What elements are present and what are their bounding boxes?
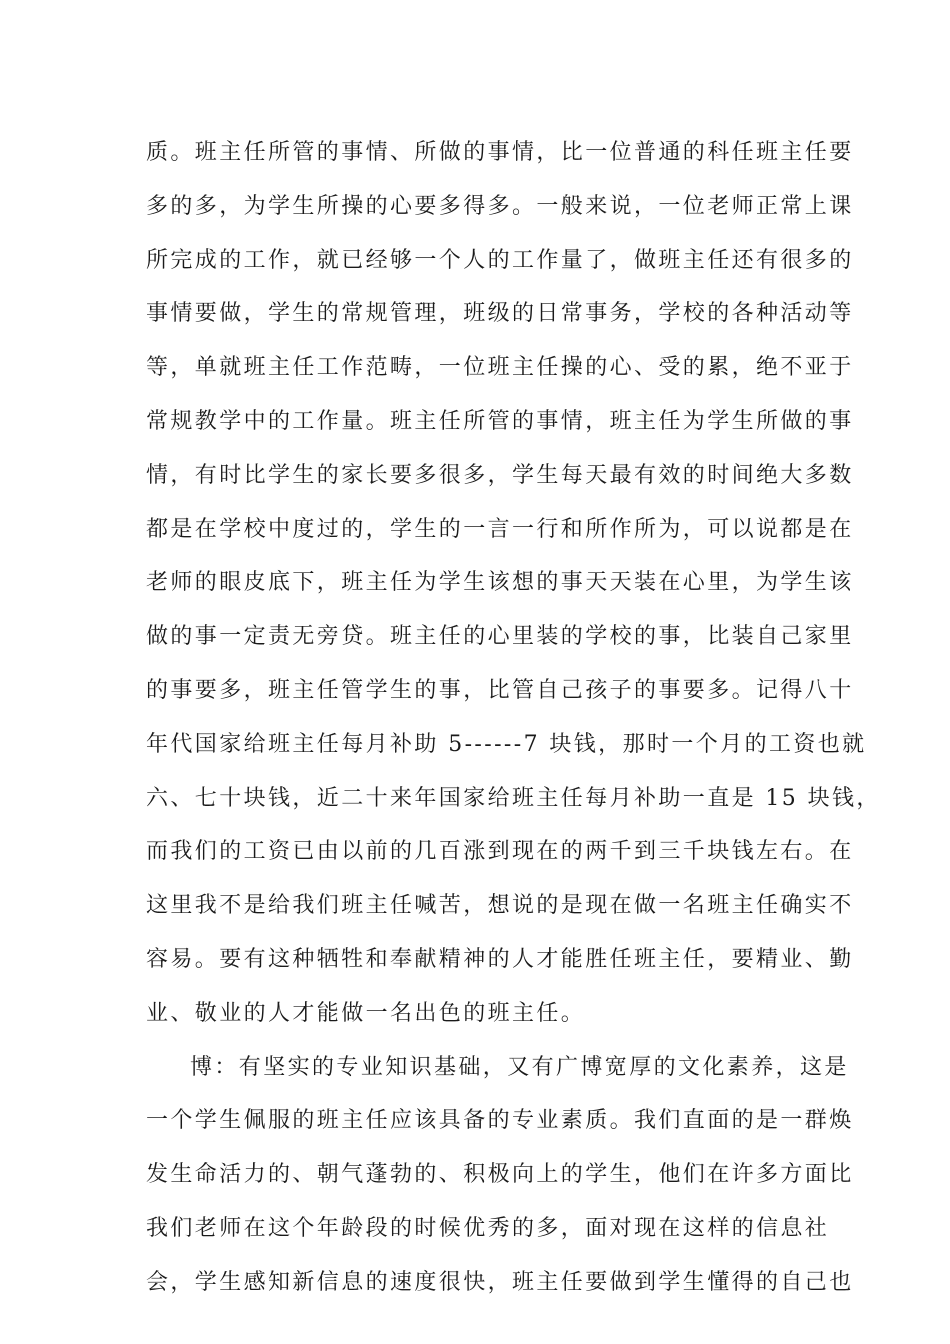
text-line: 常规教学中的工作量。班主任所管的事情，班主任为学生所做的事 [146,408,854,434]
text-line: 发生命活力的、朝气蓬勃的、积极向上的学生，他们在许多方面比 [146,1162,854,1188]
text-line: 质。班主任所管的事情、所做的事情，比一位普通的科任班主任要 [146,140,854,165]
body-text [146,131,881,1315]
text-line: 而我们的工资已由以前的几百涨到现在的两千到三千块钱左右。在 [146,839,854,865]
text-line: 一个学生佩服的班主任应该具备的专业素质。我们直面的是一群焕 [146,1108,854,1134]
text-line: 都是在学校中度过的，学生的一言一行和所作所为，可以说都是在 [146,516,854,542]
text-line: 做的事一定责无旁贷。班主任的心里装的学校的事，比装自己家里 [146,624,854,650]
text-line: 所完成的工作，就已经够一个人的工作量了，做班主任还有很多的 [146,247,854,273]
text-line: 情，有时比学生的家长要多很多，学生每天最有效的时间绝大多数 [146,462,854,488]
text-line: 六、七十块钱，近二十来年国家给班主任每月补助一直是 15 块钱， [146,785,881,811]
paragraph-start-line: 博：有坚实的专业知识基础，又有广博宽厚的文化素养，这是 [190,1054,849,1080]
text-line: 老师的眼皮底下，班主任为学生该想的事天天装在心里，为学生该 [146,570,854,596]
text-line: 会，学生感知新信息的速度很快，班主任要做到学生懂得的自己也 [146,1269,854,1295]
paragraph-end-line: 业、敬业的人才能做一名出色的班主任。 [146,1000,586,1026]
text-line: 年代国家给班主任每月补助 5------7 块钱，那时一个月的工资也就 [146,731,867,757]
text-line: 多的多，为学生所操的心要多得多。一般来说，一位老师正常上课 [146,193,854,219]
text-line: 事情要做，学生的常规管理，班级的日常事务，学校的各种活动等 [146,301,854,327]
text-line: 这里我不是给我们班主任喊苦，想说的是现在做一名班主任确实不 [146,893,854,919]
text-line: 等，单就班主任工作范畴，一位班主任操的心、受的累，绝不亚于 [146,355,854,381]
text-line: 的事要多，班主任管学生的事，比管自己孩子的事要多。记得八十 [146,677,854,703]
text-line: 我们老师在这个年龄段的时候优秀的多，面对现在这样的信息社 [146,1215,830,1241]
text-line: 容易。要有这种牺牲和奉献精神的人才能胜任班主任，要精业、勤 [146,946,854,972]
